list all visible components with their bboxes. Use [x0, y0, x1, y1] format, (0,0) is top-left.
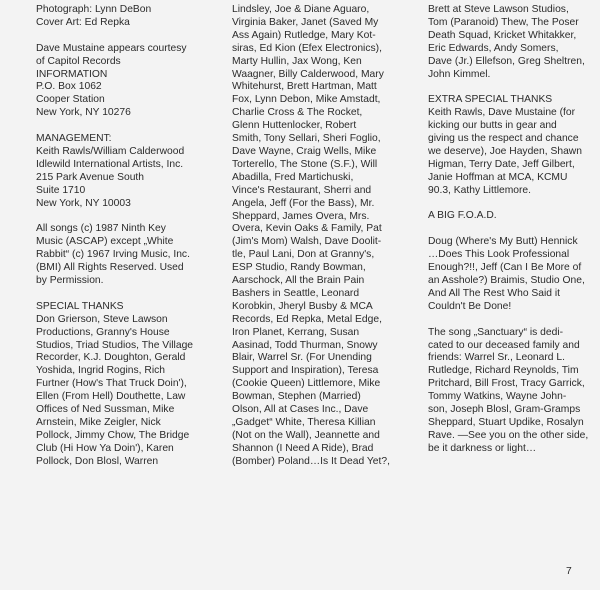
special-thanks-continued: Lindsley, Joe & Diane Aguaro, Virginia Baker, Janet (Saved My Ass Again) Rutledge, Mary Kot- siras, Ed Kion (Efex Electronics), Marty Hullin, Jax Wong, Ken Waagner, Billy Calderwood, Mary Whitehurst, Brett Hartman, Matt Fox, Lynn Debon, Mike Amstadt, Charlie Cross & The Rocket, Glenn Huttenlocker, Robert Smith, Tony Sellari, Sheri Foglio, Dave Wayne, Craig Wells, Mike Torterello, The Stone (S.F.), Will Abadilla, Fred Martichuski, Vince's Restaurant, Sherri and Angela, Jeff (For the Bass), Mr. Sheppard, James Overa, Mrs. Overa, Kevin Oaks & Family, Pat (Jim's Mom) Walsh, Dave Doolit- tle, Paul Lani, Don at Granny's, ESP Studio, Randy Bowman, Aarschock, All the Brain Pain Bashers in Seattle, Leonard Korobkin, Jheryl Busby & MCA Records, Ed Repka, Metal Edge, Iron Planet, Kerrang, Susan Aasinad, Todd Thurman, Snowy Blair, Warrel Sr. (For Unending Support and Inspiration), Teresa (Cookie Queen) Littlemore, Mike Bowman, Stephen (Married) Olson, All at Cases Inc., Dave „Gadget“ White, Theresa Killian (Not on the Wall), Jeannette and Shannon (I Need A Ride), Brad (Bomber) Poland…Is It Dead Yet?, — [232, 4, 390, 467]
foad-heading: A BIG F.O.A.D. — [428, 210, 497, 222]
column-1 — [36, 4, 212, 469]
page-number: 7 — [566, 566, 572, 577]
foad-text: Doug (Where's My Butt) Hennick …Does This Look Professional Enough?!!, Jeff (Can I Be More of an Asshole?) Braimis, Studio One, And All The Rest Who Said it Couldn't Be Done! — [428, 236, 585, 312]
special-thanks: SPECIAL THANKS Don Grierson, Steve Lawson Productions, Granny's House Studios, Triad Studios, The Village Recorder, K.J. Doughton, Gerald Yoshida, Ingrid Rogins, Rich Furtner (How's That Truck Doin'), Ellen (From Hell) Douthette, Law Offices of Ned Sussman, Mike Arnstein, Mike Zeigler, Nick Pollock, Jimmy Chow, The Bridge Club (Hi How Ya Doin'), Karen Pollock, Don Blosl, Warren — [36, 300, 194, 467]
extra-special-thanks: EXTRA SPECIAL THANKS Keith Rawls, Dave Mustaine (for kicking our butts in gear and giving us the respect and chance we deserve), Joe Hayden, Shawn Higman, Terry Date, Jeff Gilbert, Janie Hoffman at MCA, KCMU 90.3, Kathy Littlemore. — [428, 94, 582, 196]
column-3 — [428, 4, 598, 456]
column-2 — [232, 4, 402, 469]
courtesy-information: Dave Mustaine appears courtesy of Capitol Records INFORMATION P.O. Box 1062 Cooper Station New York, NY 10276 — [36, 42, 187, 119]
credits-photo-cover: Photograph: Lynn DeBon Cover Art: Ed Repka — [36, 4, 152, 28]
sanctuary-dedication: The song „Sanctuary“ is dedi- cated to our deceased family and friends: Warrel Sr., Leonard L. Rutledge, Richard Reynolds, Tim Pritchard, Bill Frost, Tracy Garrick, Tommy Watkins, Wayne John- son, Joseph Blosl, Gram-Gramps Sheppard, Stuart Updike, Rosalyn Rave. —See you on the other side, be it darkness or light… — [428, 326, 589, 454]
copyright-notice: All songs (c) 1987 Ninth Key Music (ASCAP) except „White Rabbit“ (c) 1967 Irving Music, Inc. (BMI) All Rights Reserved. Used by Permission. — [36, 223, 190, 286]
management: MANAGEMENT: Keith Rawls/William Calderwood Idlewild International Artists, Inc. 215 Park Avenue South Suite 1710 New York, NY 10003 — [36, 133, 185, 209]
special-thanks-end: Brett at Steve Lawson Studios, Tom (Paranoid) Thew, The Poser Death Squad, Kricket Whitakker, Eric Edwards, Andy Somers, Dave (Jr.) Ellefson, Greg Sheltren, John Kimmel. — [428, 4, 585, 80]
